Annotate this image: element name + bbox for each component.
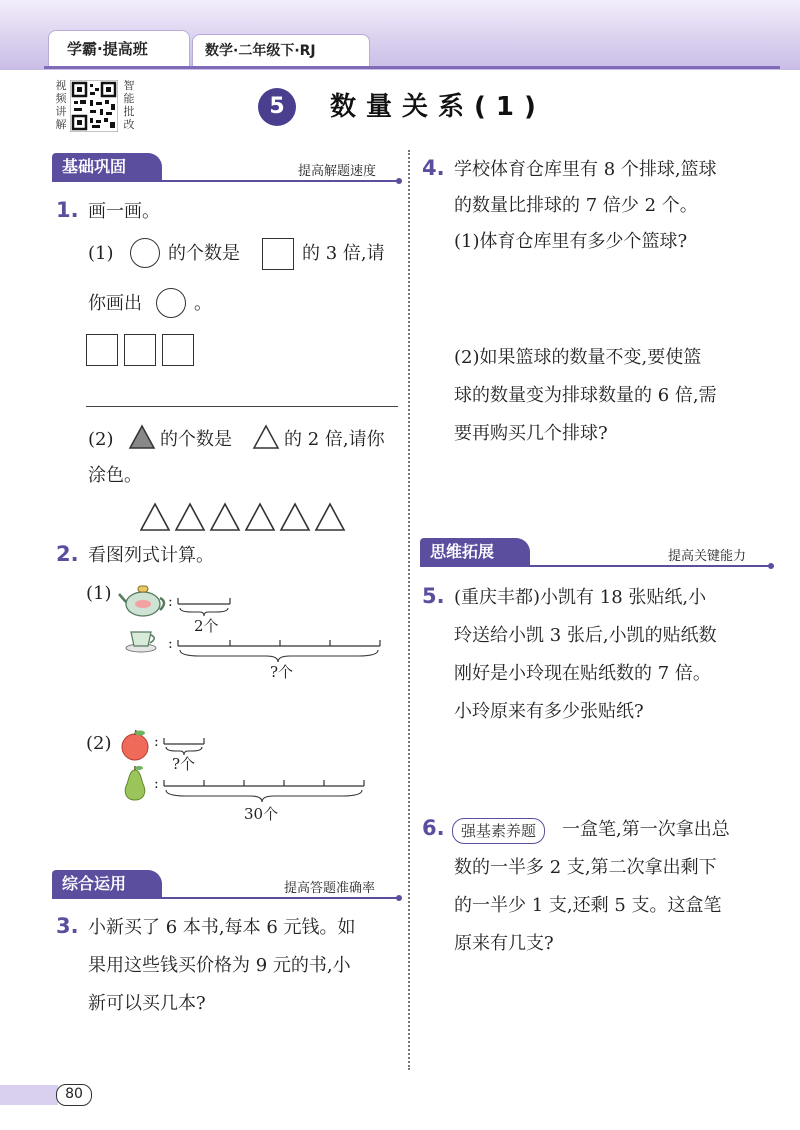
section-basic-tab [52,153,162,181]
q3-line1: 小新买了 6 本书,每本 6 元钱。如 [88,917,356,938]
brand-label: 学霸·提高班 [67,40,148,58]
triangle-icon [176,504,204,530]
brand-tab [48,30,190,66]
q1-part2-text-a: 的个数是 [160,429,232,450]
page-number: 80 [56,1084,92,1106]
q2-part2-long-label: 30个 [244,805,279,823]
square-shape-icon [162,334,194,366]
q2-part1-short-label: 2个 [194,617,219,635]
q1-part2-label: (2) [88,429,114,450]
drawing-answer-line[interactable] [86,406,398,407]
svg-text::: : [154,776,159,792]
q4-number: 4. [422,156,445,180]
q2-stem: 看图列式计算。 [88,545,214,566]
teacup-icon [124,626,160,654]
section-thinking-rule [420,565,770,567]
q1-part1-label: (1) [88,243,114,264]
circle-shape-icon [130,238,160,268]
q4-sub2-line3: 要再购买几个排球? [454,423,608,444]
subject-label: 数学·二年级下·RJ [205,43,316,59]
q6-number: 6. [422,816,445,840]
section-basic-note: 提高解题速度 [298,164,377,179]
column-divider [408,150,410,1070]
section-comprehensive-note: 提高答题准确率 [284,881,376,896]
section-thinking-label: 思维拓展 [430,542,495,561]
q3-line3: 新可以买几本? [88,993,206,1014]
section-comprehensive-dot [396,895,402,901]
q1-part1-text-c: 你画出 [88,293,142,314]
q1-part1-text-d: 。 [194,293,212,314]
qr-right-text: 智能批改 [123,79,135,131]
triangle-icon [316,504,344,530]
q5-line1: (重庆丰都)小凯有 18 张贴纸,小 [454,587,707,608]
q3-number: 3. [56,914,79,938]
svg-text::: : [168,636,173,652]
q4-sub1: (1)体育仓库里有多少个篮球? [454,231,688,252]
section-thinking-dot [768,563,774,569]
qr-left-text: 视频讲解 [55,79,67,131]
square-shape-icon [124,334,156,366]
q2-part2-label: (2) [86,733,112,754]
q1-part2-text-b: 的 2 倍,请你 [284,429,385,450]
q3-line2: 果用这些钱买价格为 9 元的书,小 [88,955,351,976]
triangle-icon [141,504,169,530]
square-shape-icon [86,334,118,366]
page-title: 数量关系(1) [330,92,546,122]
section-thinking-note: 提高关键能力 [668,549,747,564]
q5-line3: 刚好是小玲现在贴纸数的 7 倍。 [454,663,711,684]
q1-part1-text-a: 的个数是 [168,243,240,264]
circle-shape-icon [156,288,186,318]
section-comprehensive-rule [52,897,398,899]
q6-line2: 数的一半多 2 支,第二次拿出剩下 [454,857,717,878]
q2-part2-short-label: ?个 [172,755,196,773]
section-comprehensive-tab [52,870,162,898]
section-basic-label: 基础巩固 [62,157,127,176]
subject-tab [192,34,370,66]
q2-part1-long-label: ?个 [270,663,294,681]
triangle-icon [211,504,239,530]
square-shape-icon [262,238,294,270]
section-basic-rule [52,180,398,182]
svg-text::: : [154,734,159,750]
q1-number: 1. [56,198,79,222]
q1-part1-text-b: 的 3 倍,请 [302,243,385,264]
q5-number: 5. [422,584,445,608]
q6-line4: 原来有几支? [454,933,554,954]
q5-line4: 小玲原来有多少张贴纸? [454,701,644,722]
lesson-number-badge: 5 [258,88,296,126]
pear-icon [118,766,152,802]
q4-line2: 的数量比排球的 7 倍少 2 个。 [454,195,698,216]
section-comprehensive-label: 综合运用 [62,874,127,893]
section-basic-dot [396,178,402,184]
triangle-icon [252,424,280,450]
qr-code-icon[interactable] [70,80,118,132]
q2-number: 2. [56,542,79,566]
q6-tag-badge: 强基素养题 [452,818,545,844]
q6-line1: 一盒笔,第一次拿出总 [562,819,730,840]
q4-sub2-line2: 球的数量变为排球数量的 6 倍,需 [454,385,717,406]
footer-band [0,1085,58,1105]
apple-icon [118,728,152,762]
filled-triangle-icon [128,424,156,450]
q1-part2-text-c: 涂色。 [88,465,142,486]
svg-text::: : [168,594,173,610]
q2-part1-label: (1) [86,583,112,604]
triangle-row[interactable] [140,502,346,532]
q6-line3: 的一半少 1 支,还剩 5 支。这盒笔 [454,895,722,916]
header-divider [44,66,780,69]
q4-sub2-line1: (2)如果篮球的数量不变,要使篮 [454,347,702,368]
q4-line1: 学校体育仓库里有 8 个排球,篮球 [454,159,717,180]
teapot-icon [118,580,168,618]
section-thinking-tab [420,538,530,566]
q5-line2: 玲送给小凯 3 张后,小凯的贴纸数 [454,625,717,646]
triangle-icon [281,504,309,530]
q1-stem: 画一画。 [88,201,160,222]
triangle-icon [246,504,274,530]
